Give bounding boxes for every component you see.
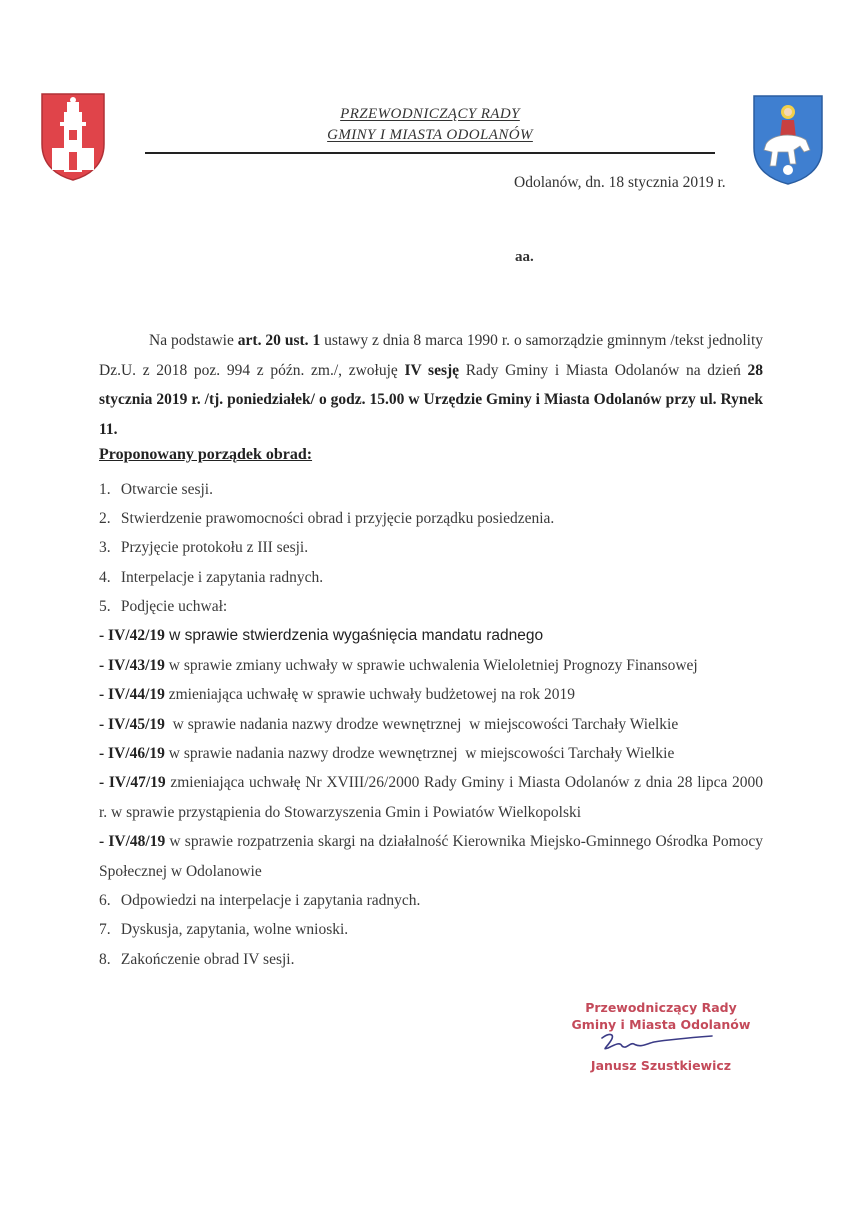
agenda-item (99, 475, 763, 505)
agenda-item (99, 945, 763, 975)
odolanow-town-crest-icon (40, 92, 106, 182)
agenda-item-text: Stwierdzenie prawomocności obrad i przyjęcie porządku posiedzenia. (120, 510, 555, 527)
handwritten-signature-icon (596, 1030, 716, 1056)
agenda-item (99, 563, 763, 593)
agenda-item-text: Otwarcie sesji. (120, 481, 213, 498)
agenda-item (99, 915, 763, 945)
stamp-subtitle: Gminy i Miasta Odolanów (571, 1017, 751, 1032)
resolution-text: w sprawie rozpatrzenia skargi na działalność Kierownika Miejsko-Gminnego Ośrodka Pomocy Społecznej w Odolanowie (99, 833, 764, 880)
agenda-item-number: 2. (99, 510, 111, 527)
agenda-item-text: Przyjęcie protokołu z III sesji. (120, 539, 309, 556)
agenda-title: Proponowany porządek obrad: (99, 446, 313, 463)
resolution-number: - IV/46/19 (99, 745, 165, 762)
agenda-item-number: 5. (99, 598, 111, 615)
intro-paragraph (99, 326, 763, 444)
resolution-item (99, 739, 763, 769)
header-divider (145, 152, 715, 154)
stamp-title: Przewodniczący Rady (585, 1000, 737, 1015)
agenda-item-text: Interpelacje i zapytania radnych. (120, 569, 324, 586)
reference-mark: aa. (515, 249, 534, 265)
stamp-name: Janusz Szustkiewicz (590, 1058, 732, 1073)
agenda-item-number: 1. (99, 481, 111, 498)
resolution-text: w sprawie stwierdzenia wygaśnięcia mandatu radnego (164, 627, 544, 644)
agenda-item-text: Podjęcie uchwał: (120, 598, 228, 615)
agenda-item (99, 504, 763, 534)
resolution-number: - IV/45/19 (99, 716, 165, 733)
resolution-number: - IV/43/19 (99, 657, 165, 674)
agenda-item-text: Dyskusja, zapytania, wolne wnioski. (120, 921, 349, 938)
resolution-item (99, 710, 763, 740)
resolution-text: zmieniająca uchwałę Nr XVIII/26/2000 Rady Gminy i Miasta Odolanów z dnia 28 lipca 2000 r. w sprawie przystąpienia do Stowarzyszenia Gmin i Powiatów Wielkopolski (99, 774, 764, 821)
date-place: Odolanów, dn. 18 stycznia 2019 r. (514, 174, 726, 191)
resolution-number: - IV/44/19 (99, 686, 165, 703)
resolution-item (99, 651, 763, 681)
resolution-item (99, 621, 763, 651)
intro-bold-session: IV sesję (404, 361, 460, 379)
intro-text: Na podstawie (149, 332, 238, 349)
resolution-text: zmieniająca uchwałę w sprawie uchwały budżetowej na rok 2019 (164, 686, 576, 703)
resolution-item (99, 768, 763, 827)
intro-bold-article: art. 20 ust. 1 (237, 332, 321, 349)
agenda-item-number: 4. (99, 569, 111, 586)
resolution-item (99, 680, 763, 710)
agenda-item (99, 533, 763, 563)
resolution-text: w sprawie zmiany uchwały w sprawie uchwalenia Wieloletniej Prognozy Finansowej (164, 657, 698, 674)
resolution-text: w sprawie nadania nazwy drodze wewnętrznej w miejscowości Tarchały Wielkie (164, 745, 675, 762)
resolution-text: w sprawie nadania nazwy drodze wewnętrznej w miejscowości Tarchały Wielkie (164, 716, 679, 733)
agenda-item (99, 886, 763, 916)
resolution-number: - IV/47/19 (99, 774, 166, 791)
gmina-crest-icon (752, 94, 824, 186)
agenda-item-number: 7. (99, 921, 111, 938)
resolution-number: - IV/42/19 (99, 627, 165, 644)
resolution-item (99, 827, 763, 886)
issuer-title: PRZEWODNICZĄCY RADY (340, 106, 520, 122)
resolution-number: - IV/48/19 (99, 833, 166, 850)
agenda-item-number: 3. (99, 539, 111, 556)
issuer-header (145, 104, 715, 146)
agenda-item-number: 6. (99, 892, 111, 909)
intro-text: Rady Gminy i Miasta Odolanów na dzień (459, 361, 748, 379)
intro-text: ustawy z dnia 8 marca 1990 r. o samorządzie gminnym /tekst jednolity Dz.U. z 2018 poz. 994 z późn. zm./, zwołuję (99, 332, 764, 379)
agenda-item-text: Odpowiedzi na interpelacje i zapytania radnych. (120, 892, 421, 909)
agenda-item-number: 8. (99, 951, 111, 968)
intro-bold-date-place: 28 stycznia 2019 r. /tj. poniedziałek/ o godz. 15.00 w Urzędzie Gminy i Miasta Odolanów przy ul. Rynek 11. (99, 361, 763, 438)
agenda-item-text: Zakończenie obrad IV sesji. (120, 951, 295, 968)
issuer-subtitle: GMINY I MIASTA ODOLANÓW (327, 127, 533, 143)
agenda-item (99, 592, 763, 622)
